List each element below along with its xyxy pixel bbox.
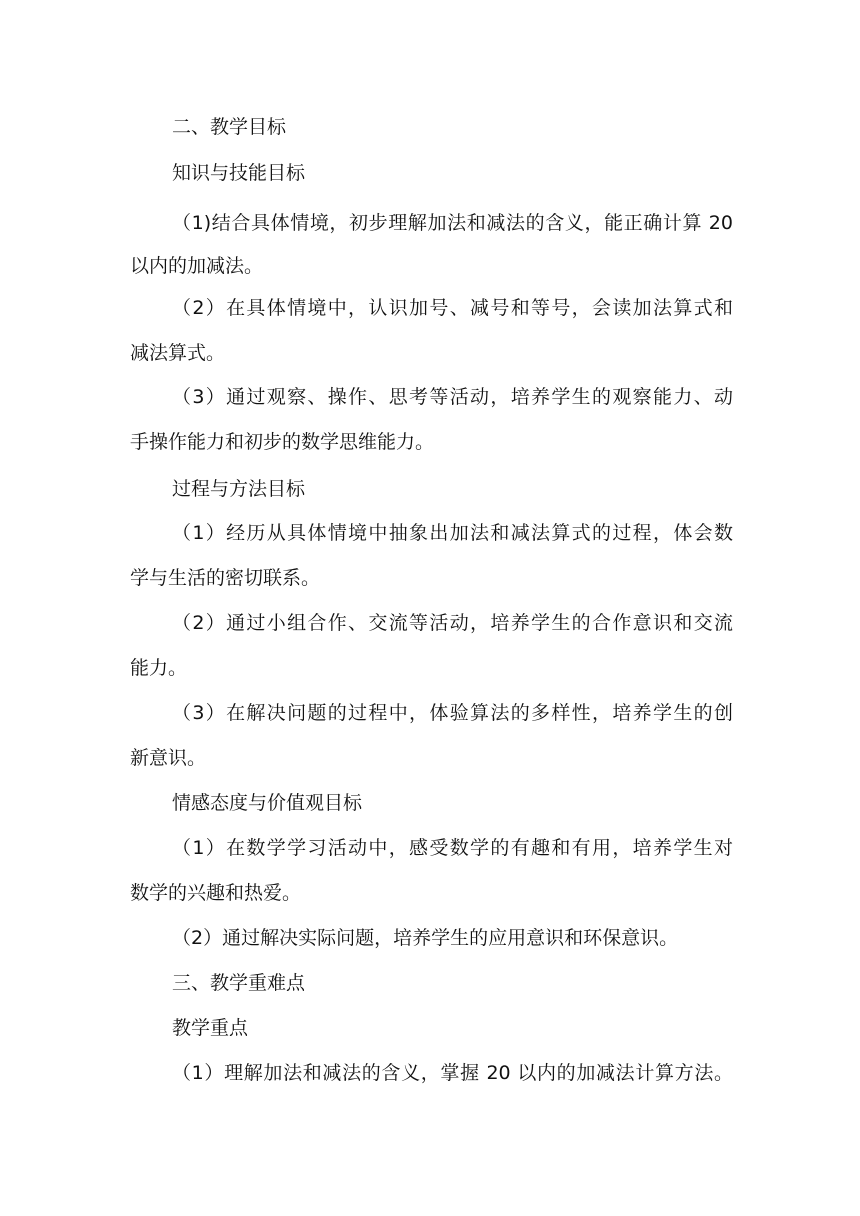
paragraph-line: （1）经历从具体情境中抽象出加法和减法算式的过程，体会数 (172, 522, 733, 544)
subsection-title-process-method: 过程与方法目标 (172, 478, 306, 500)
subsection-title-knowledge-skills: 知识与技能目标 (172, 162, 306, 184)
subsection-title-emotion-values: 情感态度与价值观目标 (172, 792, 363, 814)
section-heading-key-difficult-points: 三、教学重难点 (172, 972, 306, 994)
paragraph-line: （1）在数学学习活动中，感受数学的有趣和有用，培养学生对 (172, 837, 733, 859)
paragraph-line: （1)结合具体情境，初步理解加法和减法的含义，能正确计算 20 (172, 212, 733, 234)
paragraph-line: 能力。 (130, 657, 188, 679)
paragraph-line: 手操作能力和初步的数学思维能力。 (130, 431, 435, 453)
paragraph-line: （1）理解加法和减法的含义，掌握 20 以内的加减法计算方法。 (172, 1062, 733, 1084)
paragraph-line: （2）通过小组合作、交流等活动，培养学生的合作意识和交流 (172, 612, 733, 634)
paragraph-line: 数学的兴趣和热爱。 (130, 882, 302, 904)
paragraph-line: （2）通过解决实际问题，培养学生的应用意识和环保意识。 (172, 927, 679, 949)
paragraph-line: 减法算式。 (130, 342, 226, 364)
subsection-title-teaching-focus: 教学重点 (172, 1017, 249, 1039)
paragraph-line: （3）在解决问题的过程中，体验算法的多样性，培养学生的创 (172, 702, 733, 724)
paragraph-line: （3）通过观察、操作、思考等活动，培养学生的观察能力、动 (172, 386, 733, 408)
paragraph-line: （2）在具体情境中，认识加号、减号和等号，会读加法算式和 (172, 297, 733, 319)
section-heading-teaching-objectives: 二、教学目标 (172, 116, 287, 138)
paragraph-line: 新意识。 (130, 747, 207, 769)
paragraph-line: 以内的加减法。 (130, 255, 264, 277)
paragraph-line: 学与生活的密切联系。 (130, 567, 321, 589)
